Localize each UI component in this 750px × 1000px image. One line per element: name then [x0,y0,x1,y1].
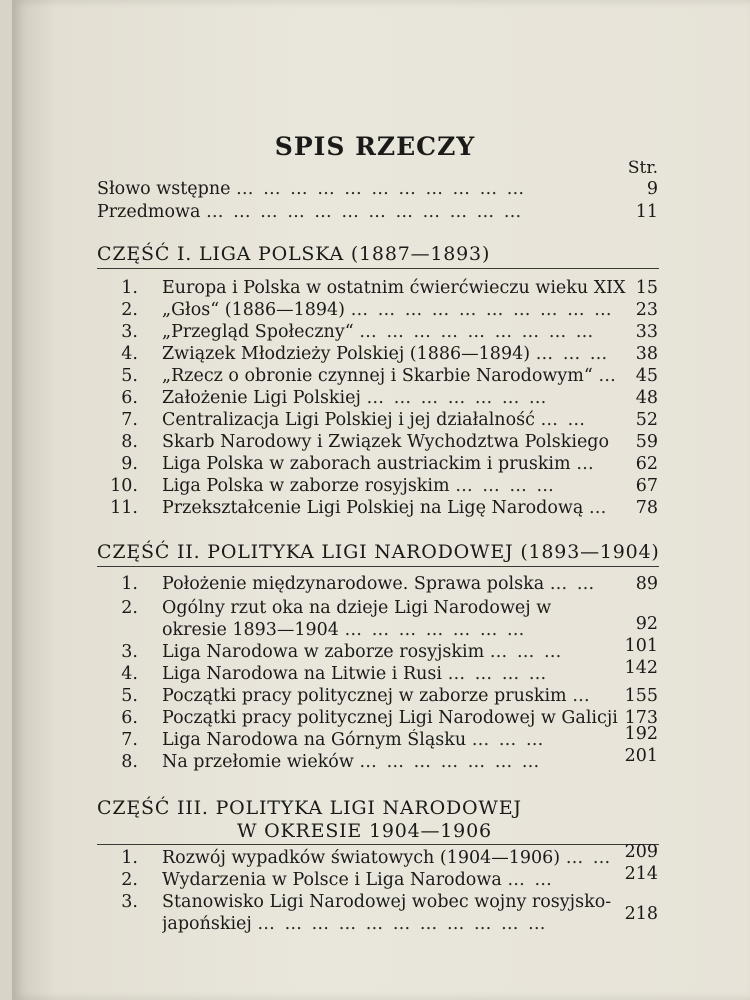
toc-entry-text: Początki pracy politycznej w zaborze pruskim … [162,686,592,706]
toc-entry-text: Centralizacja Ligi Polskiej i jej działalność … … [162,410,588,430]
toc-page-number: 38 [635,344,658,364]
toc-entry-number: 5. [121,366,138,386]
part-3-heading: CZĘŚĆ III. POLITYKA LIGI NARODOWEJ [97,797,522,819]
part-3-heading-line-2: W OKRESIE 1904—1906 [237,820,492,842]
toc-entry-text: Na przełomie wieków … … … … … … … [162,752,542,772]
toc-entry-text: Liga Narodowa na Górnym Śląsku … … … [162,730,546,750]
toc-entry-text: Związek Młodzieży Polskiej (1886—1894) … … … [162,344,610,364]
page-title: SPIS RZECZY [274,132,476,161]
toc-page-number: 173 [624,708,658,728]
toc-page-number: 155 [624,686,658,706]
toc-entry-text: Europa i Polska w ostatnim ćwierćwieczu wieku XIX [162,278,626,298]
toc-entry-text: „Przegląd Społeczny“ … … … … … … … … … [162,322,596,342]
toc-entry-text: okresie 1893—1904 … … … … … … … [162,620,527,640]
toc-page-number: 218 [624,904,658,924]
toc-entry-number: 2. [121,300,138,320]
toc-entry-text: Położenie międzynarodowe. Sprawa polska … … [162,574,597,594]
toc-entry-number: 6. [121,388,138,408]
toc-entry-number: 2. [121,598,138,618]
toc-entry-number: 10. [110,476,138,496]
toc-entry-text: Ogólny rzut oka na dzieje Ligi Narodowej w [162,598,552,618]
toc-page-number: 45 [635,366,658,386]
toc-entry-text: Przedmowa … … … … … … … … … … … … [97,202,524,222]
toc-entry-text: Wydarzenia w Polsce i Liga Narodowa … … [162,870,554,890]
toc-entry-number: 5. [121,686,138,706]
toc-entry-number: 8. [121,752,138,772]
toc-page-number: 192 [624,724,658,744]
toc-entry-number: 3. [121,892,138,912]
toc-page-number: 23 [635,300,658,320]
divider [97,268,659,269]
toc-entry-number: 11. [110,498,138,518]
divider [97,844,659,845]
toc-entry-number: 4. [121,664,138,684]
toc-page-number: 11 [635,202,658,222]
divider [97,566,659,567]
toc-entry-number: 3. [121,642,138,662]
toc-entry-text: japońskiej … … … … … … … … … … … [162,914,548,934]
toc-entry-number: 8. [121,432,138,452]
toc-entry-text: Skarb Narodowy i Związek Wychodztwa Polskiego [162,432,610,452]
toc-entry-number: 6. [121,708,138,728]
page-column-label: Str. [627,158,658,178]
toc-page-number: 201 [624,746,658,766]
toc-page-number: 67 [635,476,658,496]
toc-entry-text: Założenie Ligi Polskiej … … … … … … … [162,388,549,408]
toc-entry-text: Stanowisko Ligi Narodowej wobec wojny rosyjsko- [162,892,612,912]
toc-entry-text: Liga Polska w zaborach austriackim i pruskim … [162,454,596,474]
toc-entry-text: Liga Narodowa w zaborze rosyjskim … … … [162,642,564,662]
toc-entry-text: Słowo wstępne … … … … … … … … … … … [97,179,527,199]
toc-entry-text: „Głos“ (1886—1894) … … … … … … … … … … [162,300,614,320]
toc-page-number: 214 [624,864,658,884]
toc-page-number: 92 [635,614,658,634]
toc-entry-number: 2. [121,870,138,890]
toc-page-number: 89 [635,574,658,594]
toc-page-number: 15 [635,278,658,298]
toc-entry-text: Liga Polska w zaborze rosyjskim … … … … [162,476,556,496]
toc-page-number: 59 [635,432,658,452]
toc-entry-number: 3. [121,322,138,342]
toc-entry-number: 1. [121,848,138,868]
toc-entry-number: 7. [121,410,138,430]
toc-page-number: 78 [635,498,658,518]
toc-entry-number: 4. [121,344,138,364]
toc-entry-number: 1. [121,278,138,298]
part-2-heading: CZĘŚĆ II. POLITYKA LIGI NARODOWEJ (1893—1904) [97,541,660,563]
toc-entry-text: Liga Narodowa na Litwie i Rusi … … … … [162,664,549,684]
toc-entry-text: Początki pracy politycznej Ligi Narodowej w Galicji [162,708,618,728]
toc-page-number: 52 [635,410,658,430]
toc-entry-text: Przekształcenie Ligi Polskiej na Ligę Narodową … [162,498,609,518]
toc-page-number: 48 [635,388,658,408]
toc-entry-number: 7. [121,730,138,750]
toc-page-number: 62 [635,454,658,474]
toc-entry-text: „Rzecz o obronie czynnej i Skarbie Narodowym“ … [162,366,618,386]
part-1-heading: CZĘŚĆ I. LIGA POLSKA (1887—1893) [97,243,491,265]
toc-page-number: 209 [624,842,658,862]
toc-entry-text: Rozwój wypadków światowych (1904—1906) … … [162,848,613,868]
toc-page-number: 9 [646,179,658,199]
toc-page-number: 101 [624,636,658,656]
toc-entry-number: 1. [121,574,138,594]
toc-page-number: 142 [624,658,658,678]
toc-page-number: 33 [635,322,658,342]
toc-entry-number: 9. [121,454,138,474]
